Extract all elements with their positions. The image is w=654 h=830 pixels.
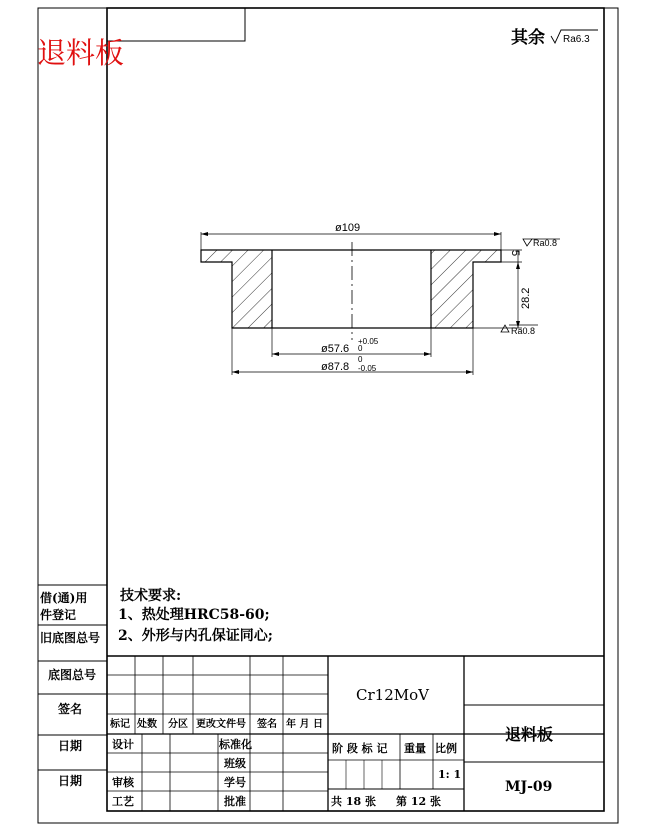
dim-bore-text: ø57.6 <box>321 343 350 355</box>
part-name-text: 退料板 <box>505 725 554 744</box>
rev-header-date: 年 月 日 <box>286 719 323 730</box>
sheet-total: 共 18 张 <box>331 795 376 808</box>
weight-header: 重量 <box>404 742 426 755</box>
roughness-callout-top <box>523 238 560 248</box>
rev-header-doc: 更改文件号 <box>196 719 246 730</box>
tech-requirements <box>118 587 273 644</box>
roughness-top-text: Ra0.8 <box>533 238 558 248</box>
stage-header: 阶 段 标 记 <box>332 742 388 755</box>
roughness-callout-bottom <box>501 325 538 336</box>
part-section-view <box>201 242 501 340</box>
surface-finish-prefix: 其余 <box>511 28 545 48</box>
dimension-outer <box>232 328 473 375</box>
side-label-date-2: 日期 <box>58 774 83 788</box>
role-process: 工艺 <box>112 795 134 808</box>
approval-standard: 标准化 <box>219 738 252 751</box>
dim-outer-tol-lower: -0.05 <box>358 364 377 373</box>
side-label-drawing-no: 底图总号 <box>48 668 97 682</box>
side-label-date-1: 日期 <box>58 739 83 753</box>
roughness-bottom-text: Ra0.8 <box>511 326 536 336</box>
rev-header-zone: 分区 <box>168 719 188 730</box>
scale-header: 比例 <box>435 742 457 755</box>
section-hatch <box>201 250 501 328</box>
dimension-height <box>473 262 532 328</box>
page-title: 退料板 <box>37 36 125 70</box>
surface-finish-value: Ra6.3 <box>563 34 590 45</box>
tech-item-1: 1、热处理HRC58-60; <box>118 607 270 623</box>
roughness-top-icon <box>523 239 532 246</box>
rev-header-mark: 标记 <box>110 719 130 730</box>
dim-outer-tol-upper: 0 <box>358 355 363 364</box>
approval-class: 班级 <box>224 757 246 770</box>
rev-header-sign: 签名 <box>257 719 277 730</box>
dim-flange-dia-text: ø109 <box>335 222 361 234</box>
dim-height-text: 28.2 <box>520 287 532 309</box>
corner-box <box>107 8 245 41</box>
side-label-register: 件登记 <box>40 608 77 622</box>
rev-header-count: 处数 <box>137 719 157 730</box>
tech-item-2: 2、外形与内孔保证同心; <box>118 628 273 644</box>
side-label-old-drawing-no: 旧底图总号 <box>40 631 101 645</box>
drawing-number-text: MJ-09 <box>505 779 553 795</box>
approval-student-no: 学号 <box>224 776 246 789</box>
surface-finish-note <box>511 27 598 48</box>
sheet-number: 第 12 张 <box>396 795 441 808</box>
role-review: 审核 <box>112 776 134 789</box>
dim-outer-text: ø87.8 <box>321 361 350 373</box>
scale-value: 1: 1 <box>438 768 462 781</box>
dim-flange-thk-text: 5 <box>509 250 521 257</box>
tech-title: 技术要求: <box>120 588 182 604</box>
dimension-flange-thickness <box>501 250 522 262</box>
role-design: 设计 <box>112 738 134 751</box>
dim-bore-tol-lower: 0 <box>358 344 363 353</box>
side-label-borrow: 借(通)用 <box>40 591 88 605</box>
dimension-bore <box>272 328 431 357</box>
approval-approve: 批准 <box>224 795 246 808</box>
side-label-signature: 签名 <box>58 702 83 716</box>
roughness-bottom-icon <box>501 325 509 332</box>
dimension-flange-dia <box>201 222 501 250</box>
material-text: Cr12MoV <box>356 686 429 704</box>
dim-bore-tol-upper: +0.05 <box>358 337 379 346</box>
